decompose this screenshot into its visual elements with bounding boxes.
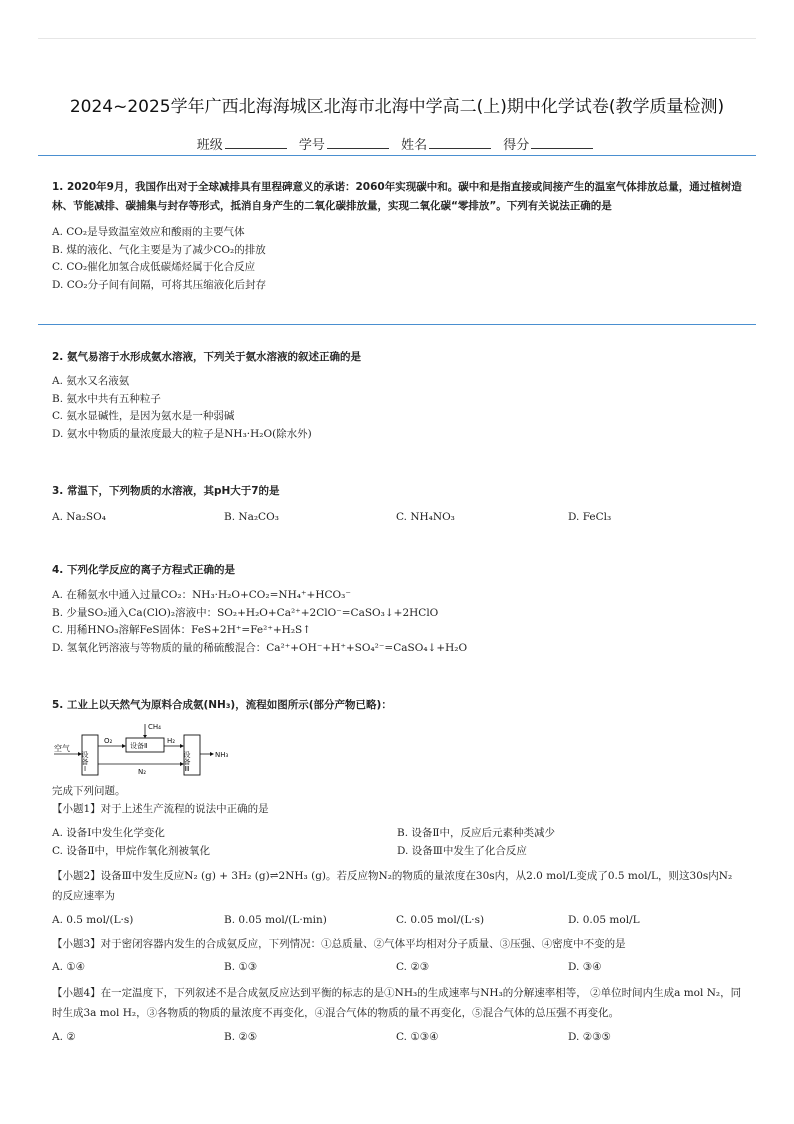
question-5-stem-block [52,696,742,714]
device-1-label: 设备Ⅰ [81,751,89,773]
question-5-subquestions [52,783,742,1046]
option-b[interactable]: B. 设备Ⅱ中，反应后元素种类减少 [397,827,556,839]
option-c[interactable]: C. 氨水显碱性，是因为氨水是一种弱碱 [52,410,235,422]
option-c[interactable]: C. 设备Ⅱ中，甲烷作氧化剂被氧化 [52,844,210,857]
option-b[interactable]: B. 氨水中共有五种粒子 [52,392,161,405]
option-d[interactable]: D. ③④ [568,961,602,973]
question-stem: 2. 氨气易溶于水形成氨水溶液，下列关于氨水溶液的叙述正确的是 [52,351,361,363]
student-info-line [0,134,794,153]
option-a[interactable]: A. 0.5 mol/(L·s) [52,914,134,926]
option-d[interactable]: D. 氨水中物质的量浓度最大的粒子是NH₃·H₂O(除水外) [52,427,312,440]
top-rule [38,38,756,39]
option-c[interactable]: C. ②③ [396,961,430,973]
option-a[interactable]: A. 氨水又名液氨 [52,375,130,387]
option-c[interactable]: C. ①③④ [396,1030,439,1043]
score-label: 得分 [503,138,530,153]
option-a[interactable]: A. 设备Ⅰ中发生化学变化 [52,827,165,839]
question-stem: 4. 下列化学反应的离子方程式正确的是 [52,564,235,576]
option-d[interactable]: D. CO₂分子间有间隔，可将其压缩液化后封存 [52,278,267,291]
section-divider [38,324,756,325]
page-title: 2024~2025学年广西北海海城区北海市北海中学高二(上)期中化学试卷(教学质量检测) [69,97,725,117]
question-2 [52,348,742,443]
option-a[interactable]: A. ①④ [52,961,86,973]
question-4 [52,561,742,657]
option-c[interactable]: C. 用稀HNO₃溶解FeS固体：FeS+2H⁺=Fe²⁺+H₂S↑ [52,624,312,636]
class-blank[interactable] [225,136,287,149]
question-1 [52,178,742,294]
h2-label: H₂ [167,737,176,745]
option-b[interactable]: B. ①③ [224,961,258,973]
subquestion-4-stem: 【小题4】在一定温度下，下列叙述不是合成氨反应达到平衡的标志的是①NH₃的生成速率与NH₃的分解速率相等， ②单位时间内生成a mol N₂，同时生成3a mol H₂，③各物质的物质的量浓度不再变化，④混合气体的物质的量不再变化，⑤混合气体的总压强不再变化。 [52,986,742,1019]
option-b[interactable]: B. ②⑤ [224,1030,258,1043]
device-3-label: 设备Ⅲ [183,751,191,773]
score-blank[interactable] [531,136,593,149]
option-b[interactable]: B. 0.05 mol/(L·min) [224,914,327,926]
name-blank[interactable] [429,136,491,149]
option-b[interactable]: B. 少量SO₂通入Ca(ClO)₂溶液中：SO₂+H₂O+Ca²⁺+2ClO⁻=CaSO₃↓+2HClO [52,606,439,619]
option-b[interactable]: B. 煤的液化、气化主要是为了减少CO₂的排放 [52,243,266,256]
name-label: 姓名 [401,138,428,153]
air-label: 空气 [54,744,70,753]
subquestion-3-stem: 【小题3】对于密闭容器内发生的合成氨反应，下列情况：①总质量、②气体平均相对分子质量、③压强、④密度中不变的是 [52,937,626,950]
question-stem: 5. 工业上以天然气为原料合成氨(NH₃)，流程如图所示(部分产物已略)： [52,699,392,711]
option-a[interactable]: A. ② [52,1030,76,1043]
nh3-label: NH₃ [215,751,229,759]
question-stem: 1. 2020年9月，我国作出对于全球减排具有里程碑意义的承诺：2060年实现碳中和。碳中和是指直接或间接产生的温室气体排放总量，通过植树造林、节能减排、碳捕集与封存等形式，抵消自身产生的二氧化碳排放量，实现二氧化碳“零排放”。下列有关说法正确的是 [52,181,742,212]
option-d[interactable]: D. 0.05 mol/L [568,914,640,926]
option-c[interactable]: C. 0.05 mol/(L·s) [396,914,485,926]
option-a[interactable]: A. 在稀氨水中通入过量CO₂：NH₃·H₂O+CO₂=NH₄⁺+HCO₃⁻ [52,589,351,601]
subquestion-1-stem: 【小题1】对于上述生产流程的说法中正确的是 [52,802,269,815]
student-id-label: 学号 [298,138,325,153]
device-2-label: 设备Ⅱ [130,742,148,750]
student-id-blank[interactable] [327,136,389,149]
class-label: 班级 [196,138,223,153]
option-d[interactable]: D. ②③⑤ [568,1030,611,1043]
section-divider [38,155,756,156]
option-d[interactable]: D. 设备Ⅲ中发生了化合反应 [397,844,527,857]
option-a[interactable]: A. Na₂SO₄ [52,511,106,523]
question-3 [52,482,742,527]
n2-label: N₂ [138,768,147,776]
option-a[interactable]: A. CO₂是导致温室效应和酸雨的主要气体 [52,226,245,238]
option-d[interactable]: D. FeCl₃ [568,511,612,523]
option-c[interactable]: C. CO₂催化加氢合成低碳烯烃属于化合反应 [52,261,256,273]
subquestion-2-stem: 【小题2】设备Ⅲ中发生反应N₂ (g) + 3H₂ (g)⇌2NH₃ (g)。若反应物N₂的物质的量浓度在30s内，从2.0 mol/L变成了0.5 mol/L，则这30s内N₂的反应速率为 [52,870,733,902]
option-c[interactable]: C. NH₄NO₃ [396,511,455,523]
question-stem: 3. 常温下，下列物质的水溶液，其pH大于7的是 [52,485,280,497]
option-d[interactable]: D. 氢氧化钙溶液与等物质的量的稀硫酸混合：Ca²⁺+OH⁻+H⁺+SO₄²⁻=CaSO₄↓+H₂O [52,641,468,654]
intro-text: 完成下列问题。 [52,785,126,797]
option-b[interactable]: B. Na₂CO₃ [224,511,279,523]
ch4-label: CH₄ [148,723,161,731]
o2-label: O₂ [104,737,113,745]
process-flow-diagram [52,720,232,778]
